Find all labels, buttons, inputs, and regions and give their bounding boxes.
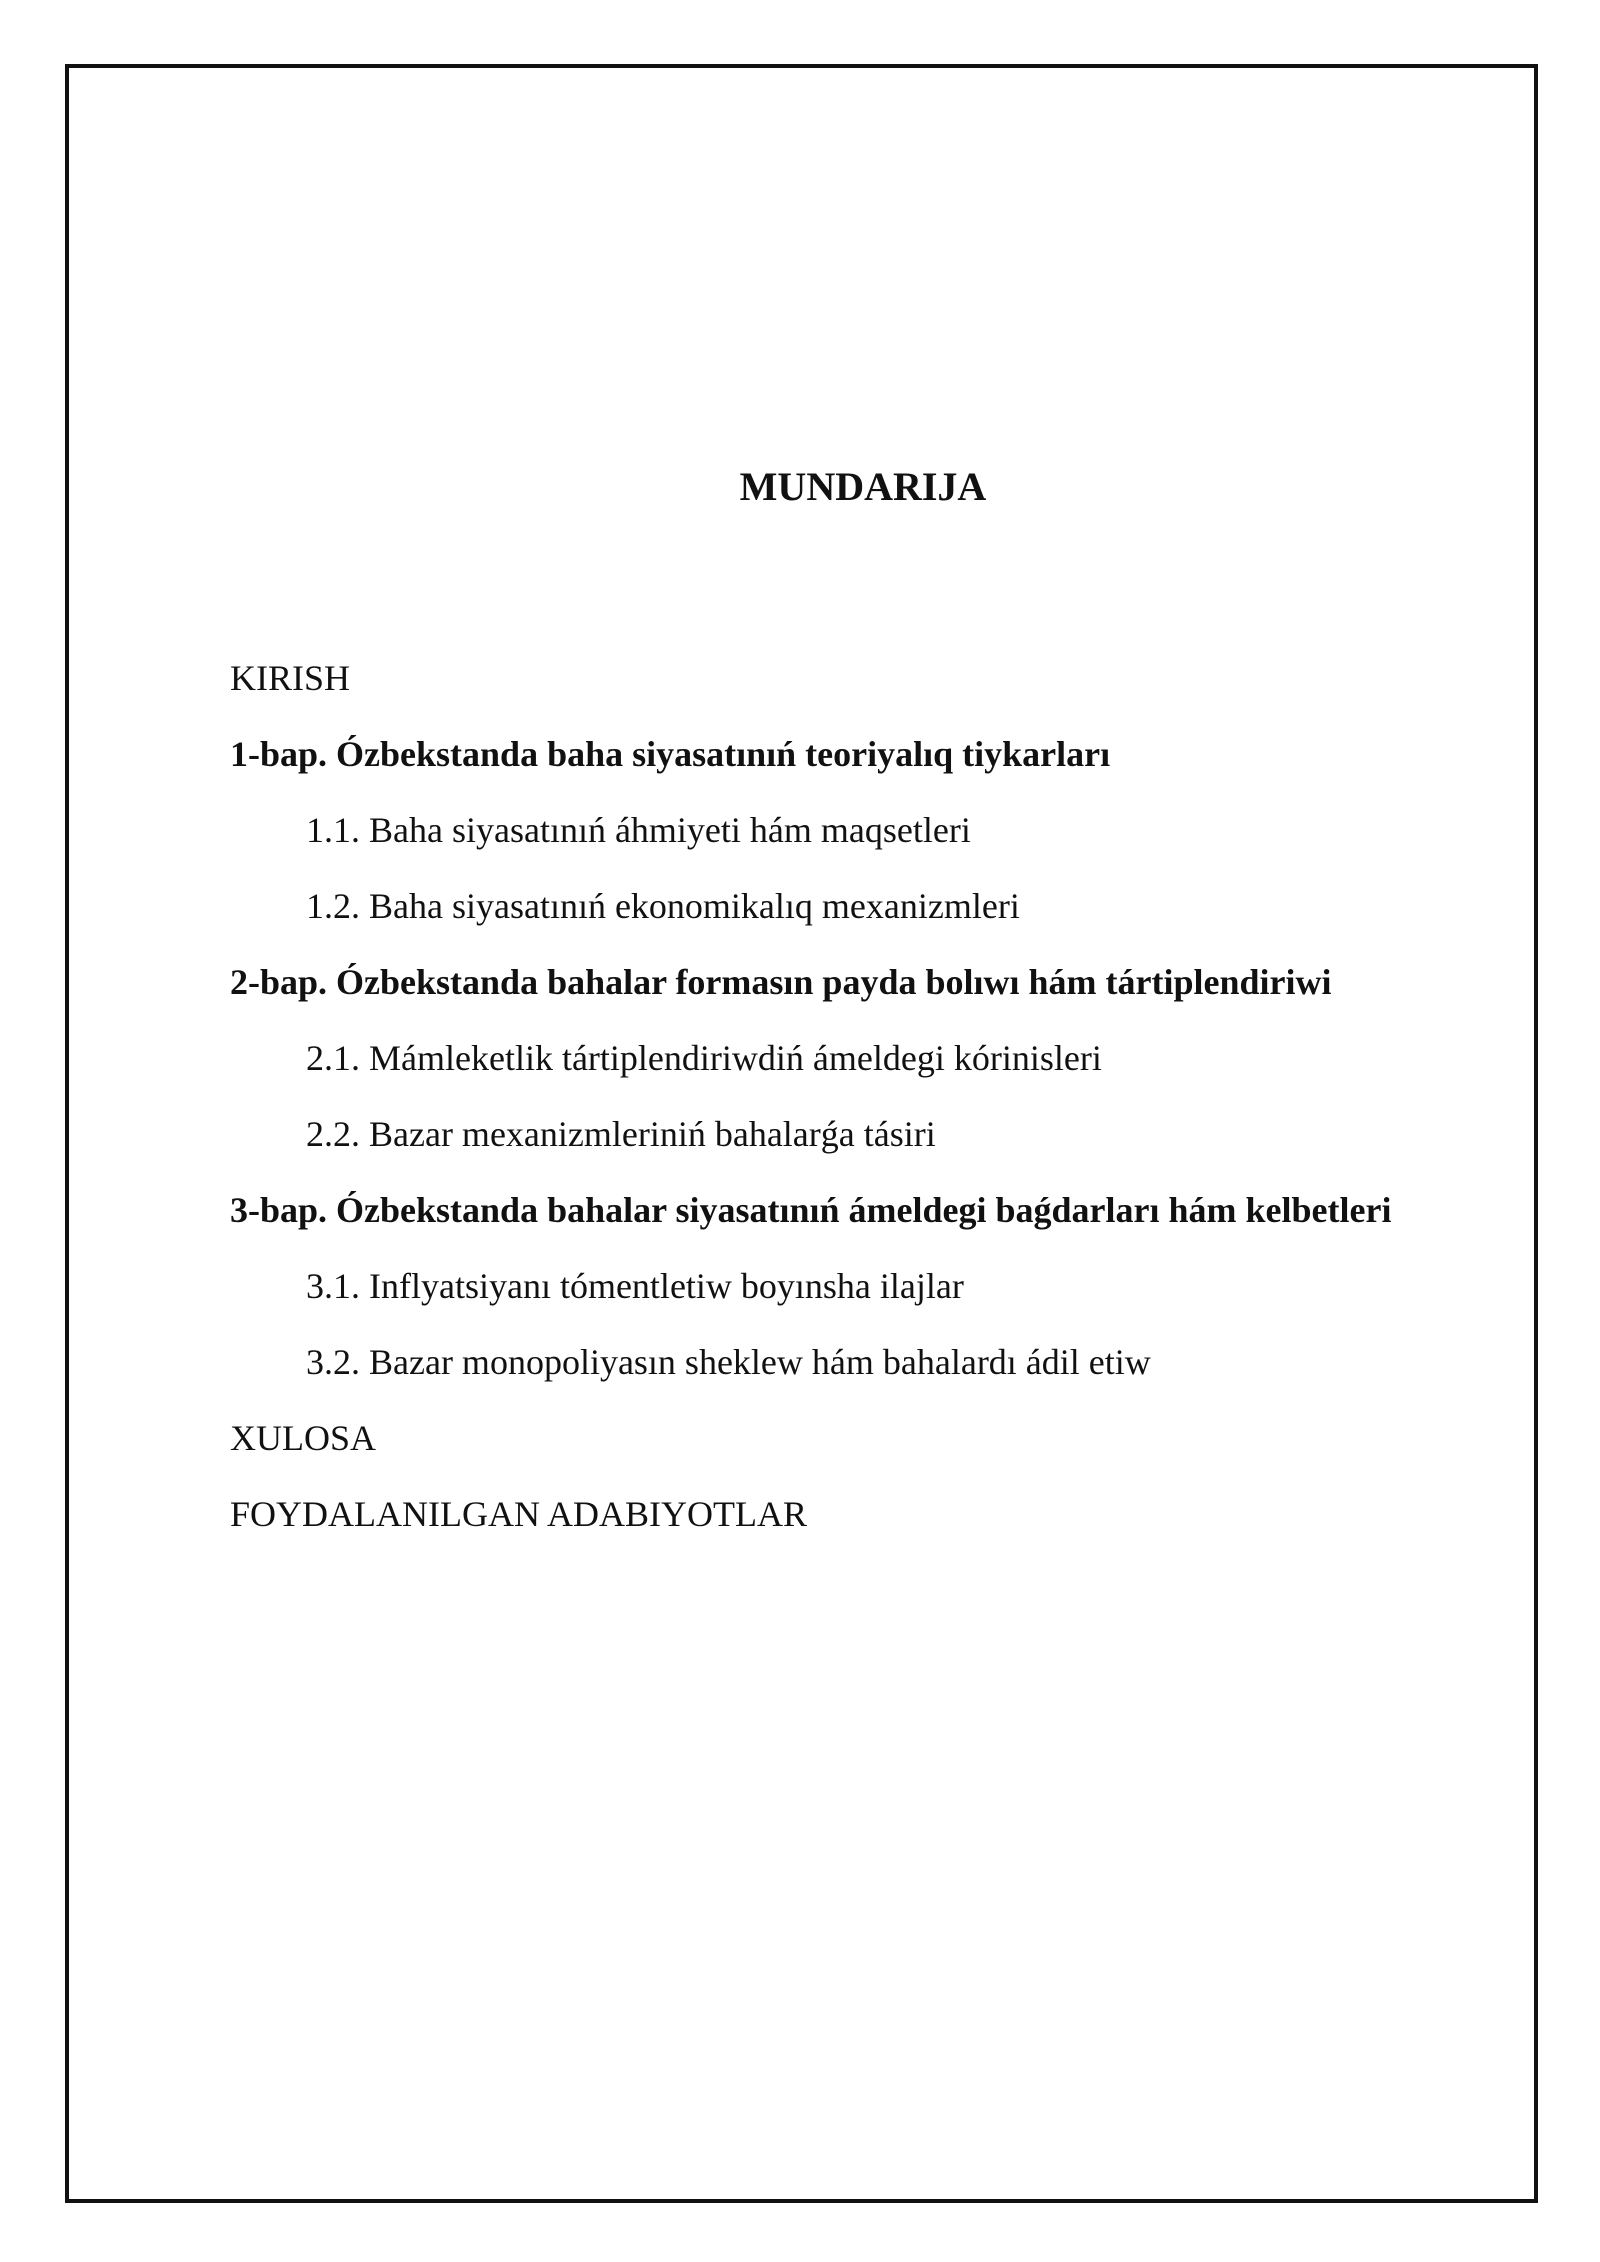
toc-entry-section-2-2: 2.2. Bazar mexanizmleriniń bahalarǵa tásiri [306, 1114, 936, 1154]
toc-entry-section-3-1: 3.1. Inflyatsiyanı tómentletiw boyınsha ilajlar [306, 1266, 964, 1306]
table-of-contents [230, 640, 1391, 1552]
toc-title: MUNDARIJA [739, 464, 987, 509]
toc-entry-section-2-1: 2.1. Mámleketlik tártiplendiriwdiń ámeldegi kórinisleri [306, 1038, 1102, 1078]
toc-entry-introduction: KIRISH [230, 658, 351, 698]
toc-entry-conclusion: XULOSA [230, 1418, 377, 1458]
toc-entry-section-3-2: 3.2. Bazar monopoliyasın sheklew hám bahalardı ádil etiw [306, 1342, 1151, 1382]
toc-entry-chapter-3: 3-bap. Ózbekstanda bahalar siyasatınıń ámeldegi baǵdarları hám kelbetleri [230, 1190, 1392, 1230]
toc-entry-chapter-1: 1-bap. Ózbekstanda baha siyasatınıń teoriyalıq tiykarları [230, 734, 1111, 774]
toc-entry-section-1-1: 1.1. Baha siyasatınıń áhmiyeti hám maqsetleri [306, 810, 971, 850]
toc-entry-chapter-2: 2-bap. Ózbekstanda bahalar formasın payda bolıwı hám tártiplendiriwi [230, 962, 1332, 1002]
toc-entry-section-1-2: 1.2. Baha siyasatınıń ekonomikalıq mexanizmleri [306, 886, 1020, 926]
toc-entry-references: FOYDALANILGAN ADABIYOTLAR [230, 1494, 807, 1534]
